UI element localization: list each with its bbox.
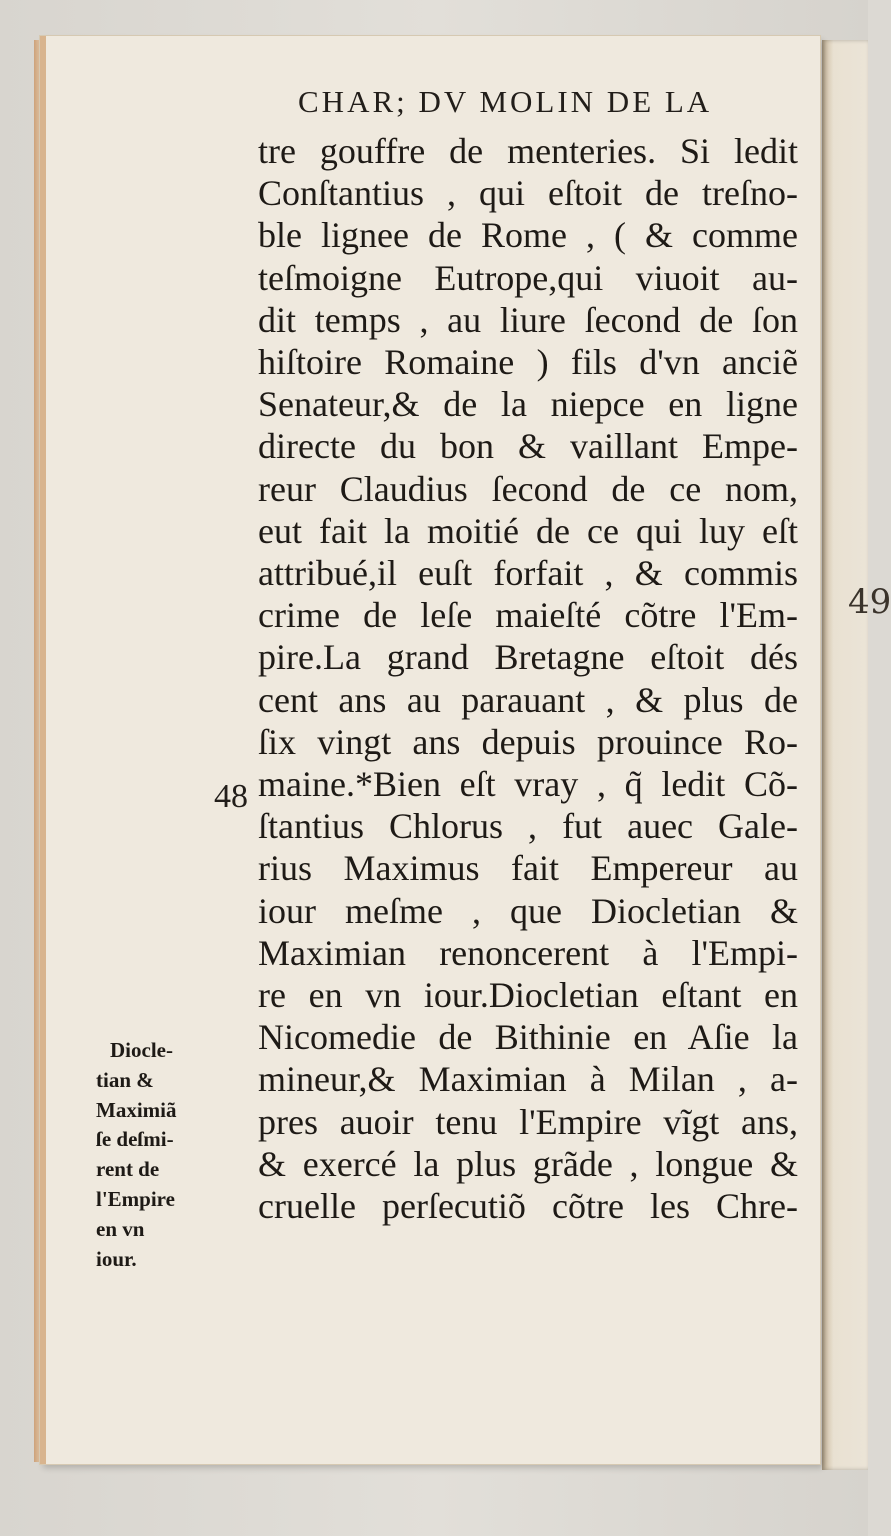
text-line: crime de leſe maieſté cõtre l'Em- bbox=[258, 595, 798, 636]
next-page-number: 49 bbox=[848, 582, 891, 622]
text-line: re en vn iour.Diocletian eſtant en bbox=[258, 975, 798, 1016]
text-line: cent ans au parauant , & plus de bbox=[258, 679, 798, 720]
text-line: dit temps , au liure ſecond de ſon bbox=[258, 299, 798, 340]
running-head: CHAR; DV MOLIN DE LA bbox=[298, 84, 713, 119]
text-line: cruelle perſecutiõ cõtre les Chre- bbox=[258, 1186, 798, 1227]
text-line: mineur,& Maximian à Milan , a- bbox=[258, 1059, 798, 1100]
text-line: pres auoir tenu l'Empire vĩgt ans, bbox=[258, 1101, 798, 1142]
text-line: teſmoigne Eutrope,qui viuoit au- bbox=[258, 257, 798, 298]
text-line: iour meſme , que Diocletian & bbox=[258, 890, 798, 931]
note-line: tian & bbox=[96, 1067, 154, 1092]
text-line: ſix vingt ans depuis prouince Ro- bbox=[258, 721, 798, 762]
text-line: attribué,il euſt forfait , & commis bbox=[258, 553, 798, 594]
text-line: pire.La grand Bretagne eſtoit dés bbox=[258, 637, 798, 678]
text-line: Nicomedie de Bithinie en Aſie la bbox=[258, 1017, 798, 1058]
note-line: l'Empire bbox=[96, 1186, 175, 1211]
text-line: directe du bon & vaillant Empe- bbox=[258, 426, 798, 467]
marginal-page-number: 48 bbox=[214, 778, 248, 815]
note-line: ſe deſmi- bbox=[96, 1127, 174, 1152]
text-line: eut fait la moitié de ce qui luy eſt bbox=[258, 510, 798, 551]
marginal-note bbox=[96, 1036, 208, 1274]
text-line: Maximian renoncerent à l'Empi- bbox=[258, 932, 798, 973]
note-line: rent de bbox=[96, 1157, 160, 1182]
next-page-edge bbox=[822, 40, 868, 1470]
body-text bbox=[258, 130, 798, 1227]
text-line: ble lignee de Rome , ( & comme bbox=[258, 215, 798, 256]
text-line: hiſtoire Romaine ) fils d'vn anciẽ bbox=[258, 342, 798, 383]
text-line: rius Maximus fait Empereur au bbox=[258, 848, 798, 889]
text-line: Senateur,& de la niepce en ligne bbox=[258, 384, 798, 425]
note-line: Diocle- bbox=[110, 1038, 173, 1062]
text-line: reur Claudius ſecond de ce nom, bbox=[258, 468, 798, 509]
text-line: ſtantius Chlorus , fut auec Gale- bbox=[258, 806, 798, 847]
note-line: iour. bbox=[96, 1246, 137, 1271]
text-line: tre gouffre de menteries. Si ledit bbox=[258, 131, 798, 171]
text-line: maine.*Bien eſt vray , q̃ ledit Cõ- bbox=[258, 764, 798, 805]
note-line: en vn bbox=[96, 1216, 145, 1241]
note-line: Maximiã bbox=[96, 1097, 177, 1122]
text-line: & exercé la plus grãde , longue & bbox=[258, 1143, 798, 1184]
text-line: Conſtantius , qui eſtoit de treſno- bbox=[258, 173, 798, 214]
